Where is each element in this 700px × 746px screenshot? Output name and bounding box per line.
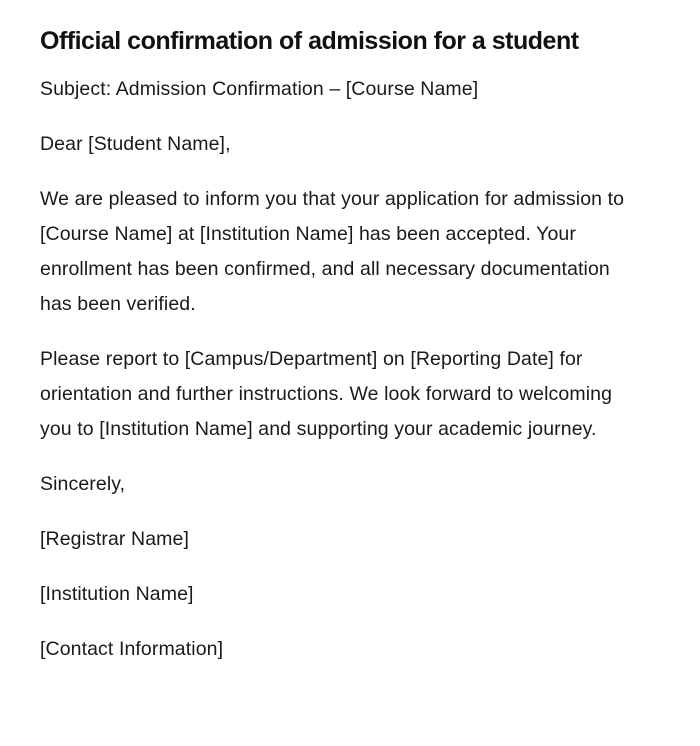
- institution-name: [Institution Name]: [40, 583, 194, 605]
- salutation: Dear [Student Name],: [40, 133, 231, 155]
- subject-line: Subject: Admission Confirmation – [Course Name]: [40, 78, 479, 100]
- registrar-name: [Registrar Name]: [40, 528, 189, 550]
- body-paragraph-acceptance: We are pleased to inform you that your application for admission to [Course Name] at [Institution Name] has been accepted. Your enrollment has been confirmed, and all necessary documentation has been verified.: [40, 188, 625, 315]
- contact-information: [Contact Information]: [40, 638, 224, 660]
- closing: Sincerely,: [40, 473, 126, 495]
- body-paragraph-reporting: Please report to [Campus/Department] on [Reporting Date] for orientation and further instructions. We look forward to welcoming you to [Institution Name] and supporting your academic journey.: [40, 348, 613, 440]
- document-title: Official confirmation of admission for a student: [40, 27, 579, 55]
